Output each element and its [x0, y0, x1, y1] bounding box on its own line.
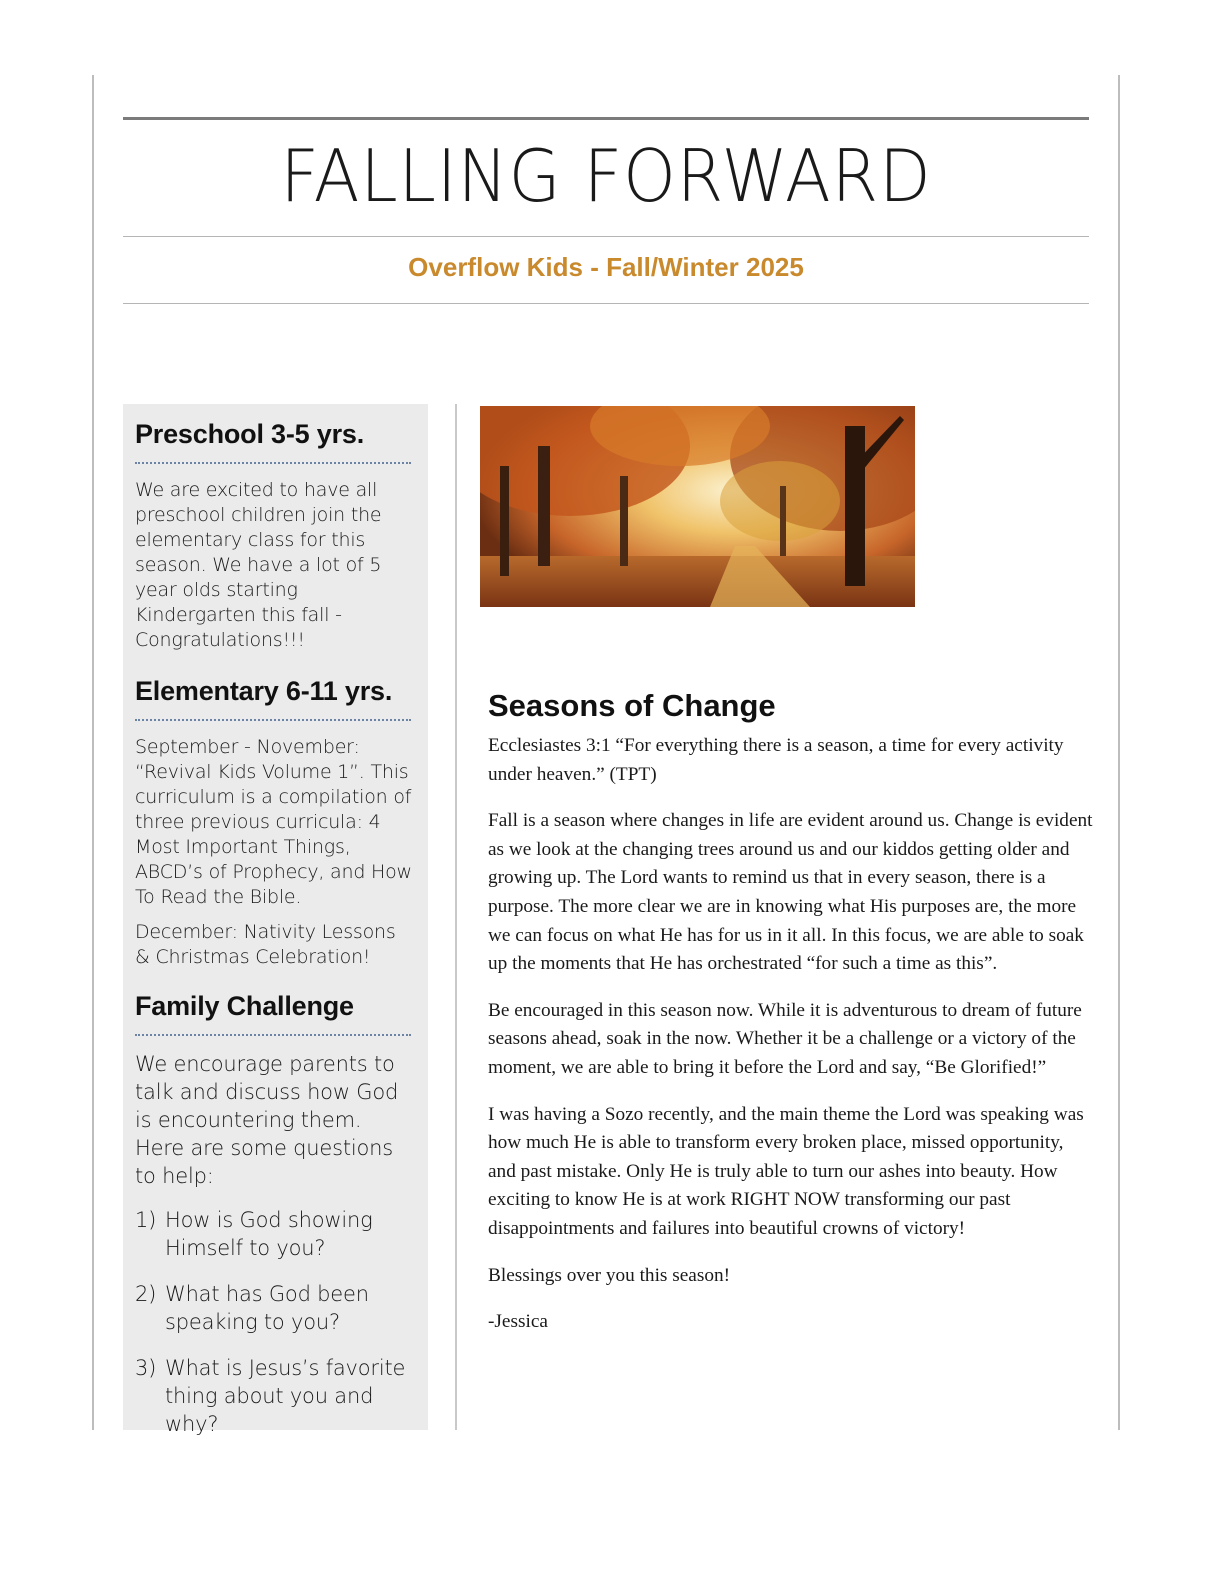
page-right-edge-line	[1118, 75, 1120, 1430]
list-item	[135, 1206, 416, 1262]
newsletter-subtitle: Overflow Kids - Fall/Winter 2025	[408, 252, 804, 282]
header-top-rule	[123, 117, 1089, 120]
list-item	[135, 1354, 416, 1438]
header-bottom-rule	[123, 303, 1089, 304]
seasons-of-change-article	[488, 684, 1096, 1355]
article-paragraph: Be encouraged in this season now. While it is adventurous to dream of future seasons ahead, soak in the now. Whether it be a challenge or a victory of the moment, we are able to bring it before the Lord and say, “Be Glorified!”	[488, 999, 1082, 1078]
family-challenge-intro: We encourage parents to talk and discuss how God is encountering them. Here are some questions to help:	[135, 1052, 399, 1188]
family-challenge-heading: Family Challenge	[135, 991, 354, 1021]
elementary-curriculum-text: September - November: “Revival Kids Volume 1”. This curriculum is a compilation of three previous curricula: 4 Most Important Things, ABCD’s of Prophecy, and How To Read the Bible.	[135, 736, 412, 908]
article-heading: Seasons of Change	[488, 688, 776, 723]
autumn-forest-path-image	[480, 406, 915, 607]
family-challenge-section	[135, 988, 416, 1438]
elementary-december-text: December: Nativity Lessons & Christmas Celebration!	[135, 921, 396, 968]
article-paragraph: I was having a Sozo recently, and the main theme the Lord was speaking was how much He is able to transform every broken place, missed opportunity, and past mistake. Only He is truly able to turn our ashes into beauty. How exciting to know He is at work RIGHT NOW transforming our past disappointments and failures into beautiful crowns of victory!	[488, 1103, 1084, 1239]
question-text: What has God been speaking to you?	[165, 1282, 369, 1334]
question-text: How is God showing Himself to you?	[165, 1208, 373, 1260]
preschool-heading: Preschool 3-5 yrs.	[135, 419, 365, 449]
sidebar	[123, 404, 428, 1436]
dotted-divider	[135, 462, 411, 464]
newsletter-title: FALLING FORWARD	[280, 134, 932, 218]
family-questions-list	[135, 1206, 416, 1438]
preschool-section	[135, 416, 416, 653]
list-number: 2)	[135, 1282, 157, 1306]
article-paragraph: Fall is a season where changes in life are evident around us. Change is evident as we look at the changing trees around us and our kiddos getting older and growing up. The Lord wants to remind us that in every season, there is a purpose. The more clear we are in knowing what His purposes are, the more we can focus on what He has for us in it all. In this focus, we are able to soak up the moments that He has orchestrated “for such a time as this”.	[488, 810, 1093, 975]
list-number: 1)	[135, 1208, 157, 1232]
article-signature: -Jessica	[488, 1311, 548, 1333]
column-divider	[455, 404, 457, 1430]
autumn-forest-photo	[480, 406, 915, 607]
question-text: What is Jesus’s favorite thing about you and why?	[165, 1356, 406, 1436]
dotted-divider	[135, 719, 411, 721]
article-paragraph: Blessings over you this season!	[488, 1264, 731, 1286]
list-item	[135, 1280, 416, 1336]
dotted-divider	[135, 1034, 411, 1036]
elementary-section	[135, 673, 416, 970]
page-left-edge-line	[92, 75, 94, 1430]
header-middle-rule	[123, 236, 1089, 237]
elementary-heading: Elementary 6-11 yrs.	[135, 676, 393, 706]
article-paragraph: Ecclesiastes 3:1 “For everything there is a season, a time for every activity under heaven.” (TPT)	[488, 735, 1064, 785]
preschool-text: We are excited to have all preschool children join the elementary class for this season. We have a lot of 5 year olds starting Kindergarten this fall - Congratulations!!!	[135, 479, 382, 651]
list-number: 3)	[135, 1356, 157, 1380]
